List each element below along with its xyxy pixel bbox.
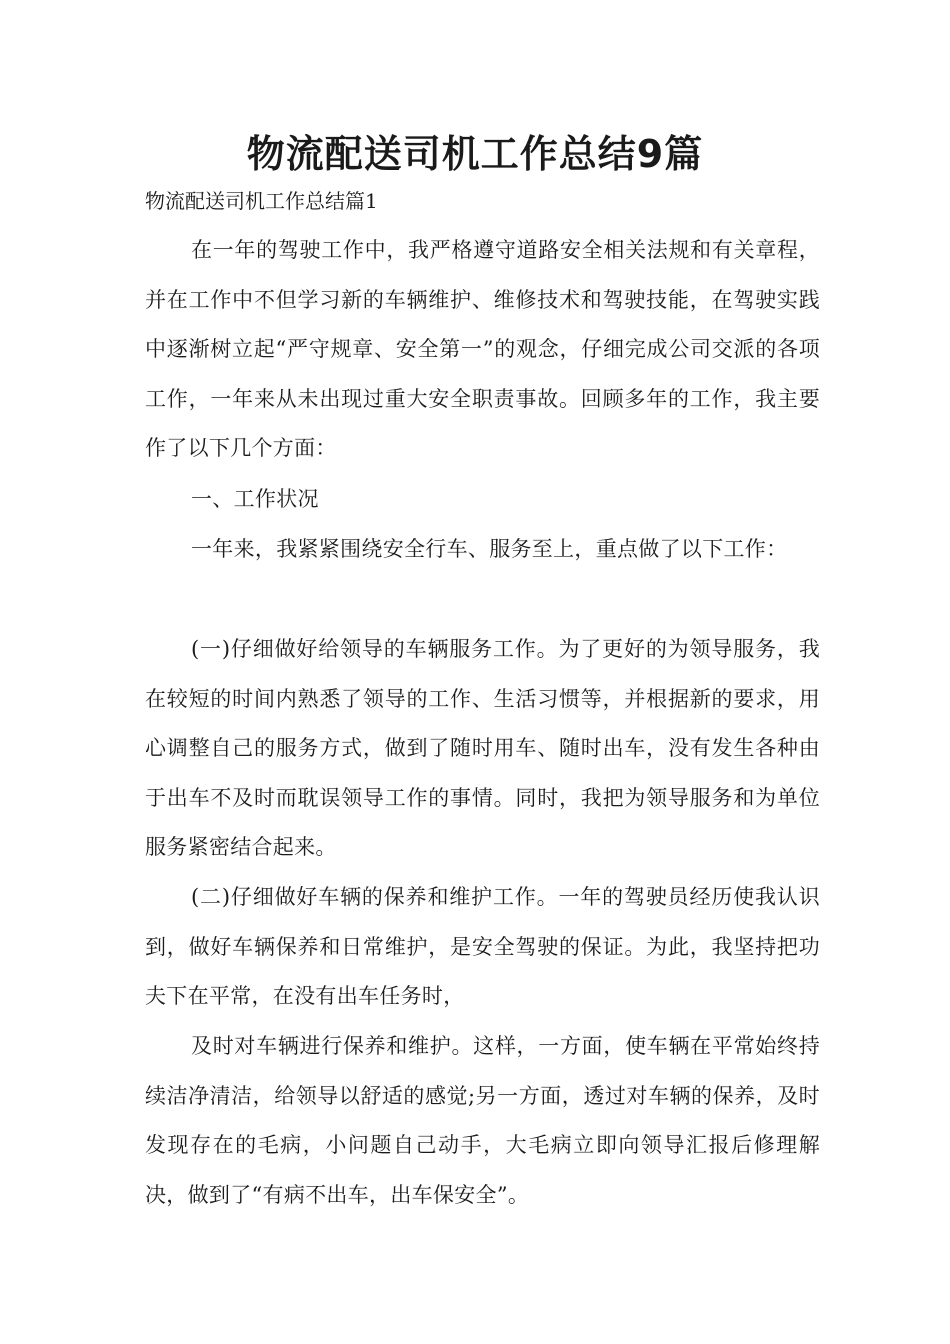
- paragraph-item-1: (一)仔细做好给领导的车辆服务工作。为了更好的为领导服务，我在较短的时间内熟悉了领导的工作、生活习惯等，并根据新的要求，用心调整自己的服务方式，做到了随时用车、随时出车，没有发生各种由于出车不及时而耽误领导工作的事情。同时，我把为领导服务和为单位服务紧密结合起来。: [145, 637, 820, 859]
- document-title: 物流配送司机工作总结9篇: [246, 132, 704, 176]
- section-title: 物流配送司机工作总结篇1: [145, 189, 378, 213]
- paragraph-summary: 一年来，我紧紧围绕安全行车、服务至上，重点做了以下工作：: [191, 537, 788, 561]
- paragraph-item-2-continued: 及时对车辆进行保养和维护。这样，一方面，使车辆在平常始终持续洁净清洁，给领导以舒适的感觉;另一方面，透过对车辆的保养，及时发现存在的毛病，小问题自己动手，大毛病立即向领导汇报后修理解决，做到了“有病不出车，出车保安全”。: [145, 1034, 820, 1207]
- paragraph-item-2: (二)仔细做好车辆的保养和维护工作。一年的驾驶员经历使我认识到，做好车辆保养和日常维护，是安全驾驶的保证。为此，我坚持把功夫下在平常，在没有出车任务时，: [145, 885, 820, 1008]
- paragraph-intro: 在一年的驾驶工作中，我严格遵守道路安全相关法规和有关章程，并在工作中不但学习新的车辆维护、维修技术和驾驶技能，在驾驶实践中逐渐树立起“严守规章、安全第一”的观念，仔细完成公司交派的各项工作，一年来从未出现过重大安全职责事故。回顾多年的工作，我主要作了以下几个方面：: [145, 238, 820, 460]
- paragraph-heading-work-status: 一、工作状况: [191, 487, 319, 511]
